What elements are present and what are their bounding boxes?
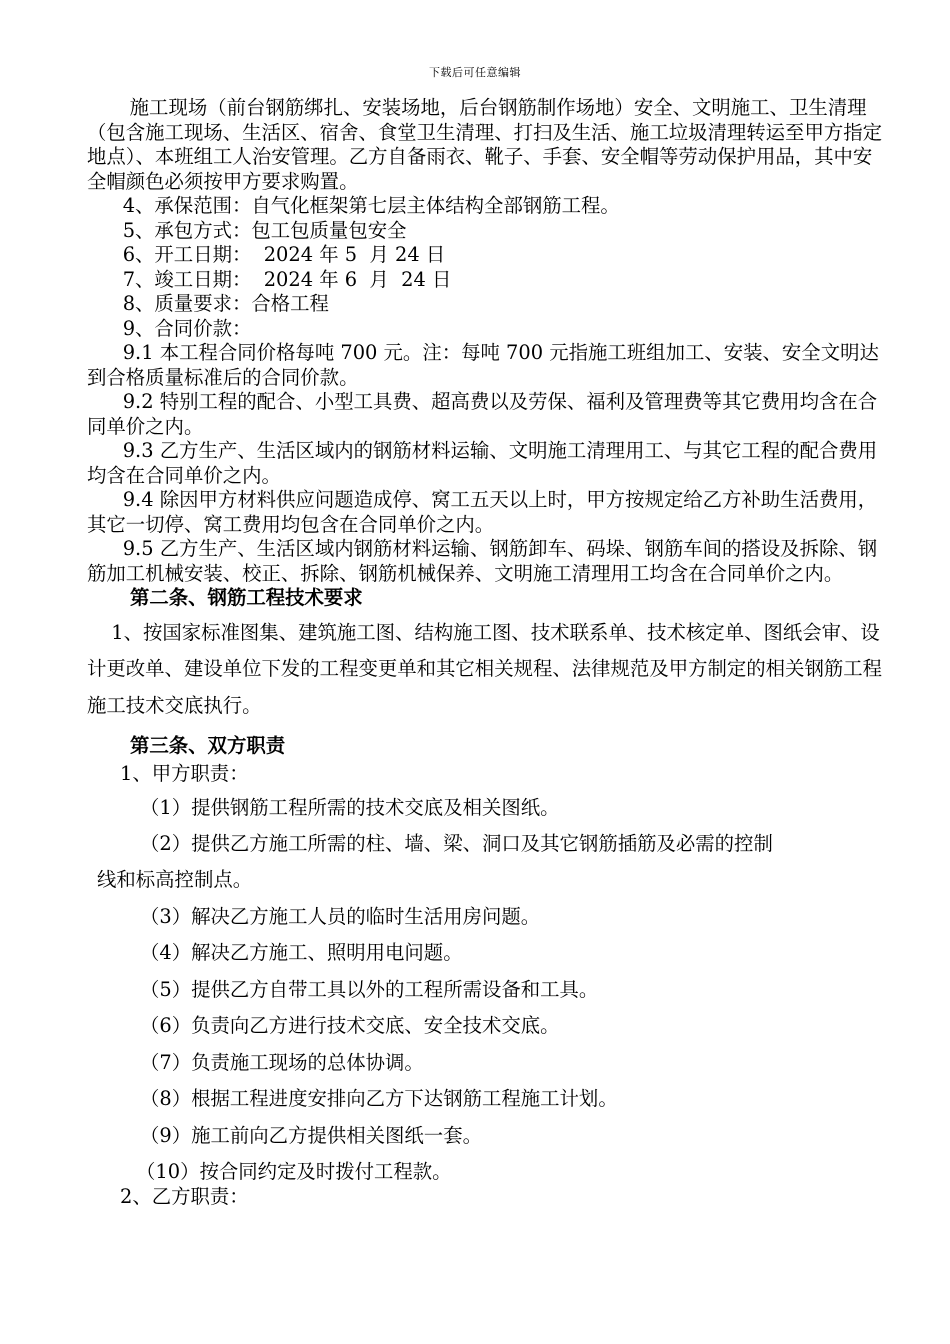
- party-a-item-5: （5）提供乙方自带工具以外的工程所需设备和工具。: [140, 977, 599, 1001]
- party-a-title: 1、甲方职责：: [120, 761, 249, 785]
- paragraph-price-9-4: 9.4 除因甲方材料供应问题造成停、窝工五天以上时，甲方按规定给乙方补助生活费用，其它一切停、窝工费用均包含在合同单价之内。: [87, 488, 878, 536]
- party-b-title: 2、乙方职责：: [120, 1185, 249, 1208]
- article-2-heading: 第二条、钢筋工程技术要求: [130, 586, 363, 609]
- party-a-item-3: （3）解决乙方施工人员的临时生活用房问题。: [140, 904, 541, 928]
- paragraph-price-9-3: 9.3 乙方生产、生活区域内的钢筋材料运输、文明施工清理用工、与其它工程的配合费用均含在合同单价之内。: [87, 439, 878, 487]
- paragraph-price-9-2: 9.2 特别工程的配合、小型工具费、超高费以及劳保、福利及管理费等其它费用均含在合同单价之内。: [87, 390, 878, 438]
- paragraph-site-safety: 施工现场（前台钢筋绑扎、安装场地，后台钢筋制作场地）安全、文明施工、卫生清理（包含施工现场、生活区、宿舍、食堂卫生清理、打扫及生活、施工垃圾清理转运至甲方指定地点）、本班组工人治安管理。乙方自备雨衣、靴子、手套、安全帽等劳动保护用品，其中安全帽颜色必须按甲方要求购置。: [87, 96, 883, 193]
- article-2-paragraph: 1、按国家标准图集、建筑施工图、结构施工图、技术联系单、技术核定单、图纸会审、设计更改单、建设单位下发的工程变更单和其它相关规程、法律规范及甲方制定的相关钢筋工程施工技术交底执行。: [87, 620, 883, 717]
- page-header: 下载后可任意编辑: [429, 66, 521, 79]
- paragraph-quality: 8、质量要求：合格工程: [122, 292, 329, 315]
- paragraph-scope: 4、承保范围：自气化框架第七层主体结构全部钢筋工程。: [122, 194, 620, 217]
- contract-terms-section: [87, 96, 887, 611]
- party-a-item-4: （4）解决乙方施工、照明用电问题。: [140, 941, 463, 964]
- party-a-item-1: （1）提供钢筋工程所需的技术交底及相关图纸。: [140, 795, 560, 819]
- party-a-item-8: （8）根据工程进度安排向乙方下达钢筋工程施工计划。: [140, 1087, 618, 1110]
- paragraph-price-9-5: 9.5 乙方生产、生活区域内钢筋材料运输、钢筋卸车、码垛、钢筋车间的搭设及拆除、钢筋加工机械安装、校正、拆除、钢筋机械保养、文明施工清理用工均含在合同单价之内。: [87, 537, 878, 585]
- paragraph-contract-mode: 5、承包方式：包工包质量包安全: [122, 218, 407, 242]
- document-body: [87, 96, 887, 1210]
- article-3-heading: 第三条、双方职责: [130, 734, 286, 757]
- paragraph-price-9-1: 9.1 本工程合同价格每吨 700 元。注：每吨 700 元指施工班组加工、安装、安全文明达到合格质量标准后的合同价款。: [87, 341, 879, 389]
- party-a-item-2-continued: 线和标高控制点。: [97, 868, 253, 891]
- paragraph-start-date: 6、开工日期： 2024 年 5 月 24 日: [122, 243, 446, 266]
- party-a-item-9: （9）施工前向乙方提供相关图纸一套。: [140, 1123, 482, 1147]
- paragraph-price-title: 9、合同价款：: [122, 316, 252, 340]
- paragraph-end-date: 7、竣工日期： 2024 年 6 月 24 日: [122, 267, 452, 291]
- party-a-item-6: （6）负责向乙方进行技术交底、安全技术交底。: [140, 1014, 560, 1037]
- party-a-item-2: （2）提供乙方施工所需的柱、墙、梁、洞口及其它钢筋插筋及必需的控制: [140, 832, 773, 855]
- party-a-item-7: （7）负责施工现场的总体协调。: [140, 1050, 424, 1074]
- party-a-item-10: （10）按合同约定及时拨付工程款。: [136, 1160, 452, 1183]
